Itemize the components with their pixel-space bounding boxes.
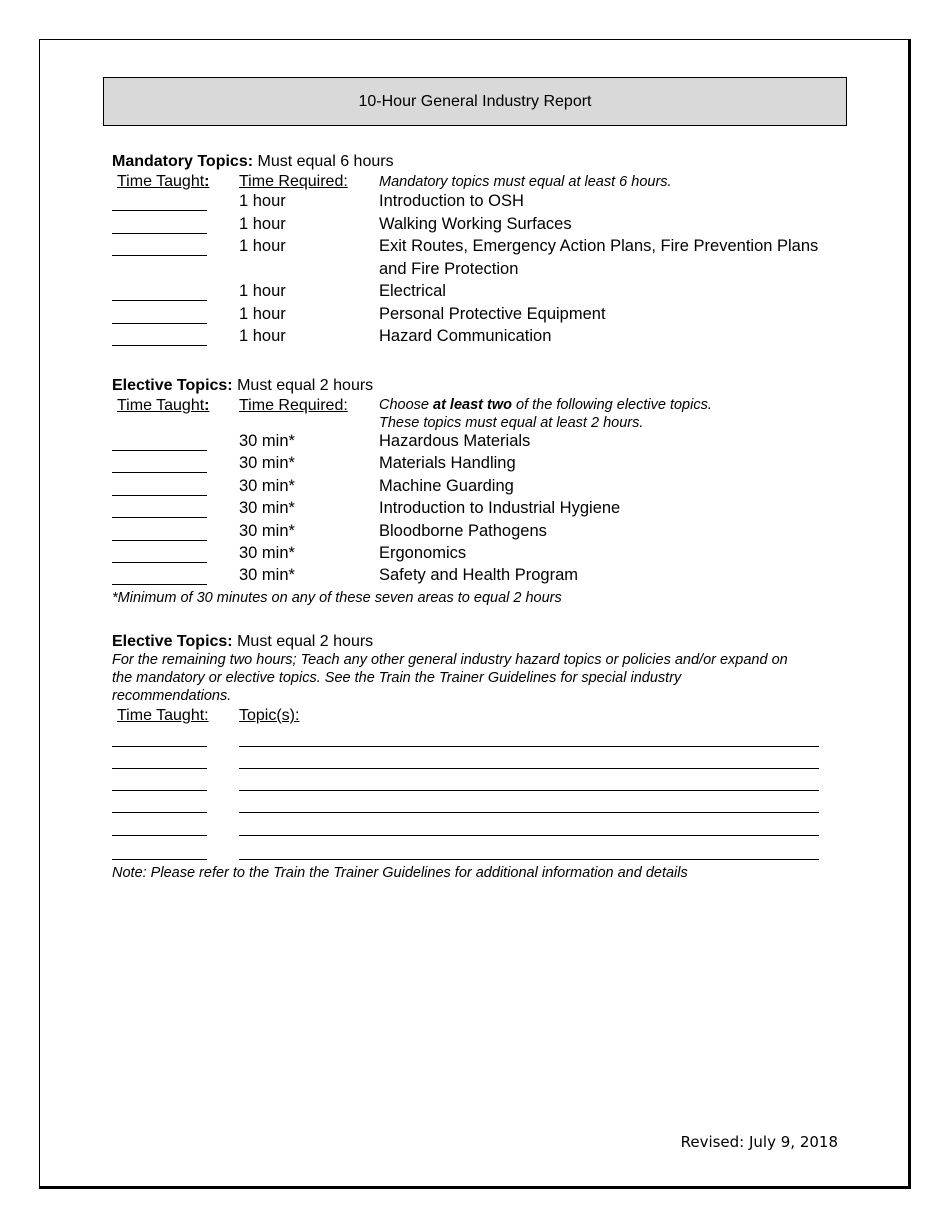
- elective1-time-taught-field-7[interactable]: [112, 584, 207, 585]
- elective2-time-taught-field-2[interactable]: [112, 768, 207, 769]
- elective2-col-time-taught: Time Taught:: [117, 707, 209, 724]
- elective1-row-5-time: 30 min*: [239, 522, 295, 540]
- guidelines-note: Note: Please refer to the Train the Trainer Guidelines for additional information and details: [112, 865, 688, 881]
- revised-date: Revised: July 9, 2018: [680, 1133, 838, 1151]
- mandatory-time-taught-field-3[interactable]: [112, 255, 207, 256]
- elective1-col-colon: :: [204, 397, 210, 414]
- report-title-box: [103, 77, 847, 126]
- mandatory-time-taught-field-6[interactable]: [112, 345, 207, 346]
- mandatory-time-taught-field-5[interactable]: [112, 323, 207, 324]
- elective1-time-taught-field-1[interactable]: [112, 450, 207, 451]
- elective1-row-3-time: 30 min*: [239, 477, 295, 495]
- elective1-heading-rest: Must equal 2 hours: [232, 377, 374, 394]
- mandatory-row-1-time: 1 hour: [239, 192, 286, 210]
- mandatory-heading: [112, 153, 394, 171]
- elective2-time-taught-field-5[interactable]: [112, 835, 207, 836]
- elective1-note: [379, 396, 712, 414]
- mandatory-row-5-topic: Personal Protective Equipment: [379, 305, 606, 323]
- elective2-time-taught-field-4[interactable]: [112, 812, 207, 813]
- elective2-topic-field-5[interactable]: [239, 835, 819, 836]
- mandatory-row-2-time: 1 hour: [239, 215, 286, 233]
- mandatory-time-taught-field-4[interactable]: [112, 300, 207, 301]
- elective1-row-7-topic: Safety and Health Program: [379, 566, 579, 584]
- elective1-row-4-time: 30 min*: [239, 499, 295, 517]
- elective1-col-time-taught-label: Time Taught: [117, 397, 205, 414]
- elective1-time-taught-field-6[interactable]: [112, 562, 207, 563]
- elective1-col-time-taught: [117, 397, 209, 415]
- mandatory-col-colon: :: [204, 173, 210, 190]
- elective2-col-topics: Topic(s):: [239, 707, 300, 724]
- elective1-time-taught-field-3[interactable]: [112, 495, 207, 496]
- elective2-time-taught-field-1[interactable]: [112, 746, 207, 747]
- mandatory-time-taught-field-1[interactable]: [112, 210, 207, 211]
- mandatory-row-5-time: 1 hour: [239, 305, 286, 323]
- elective2-time-taught-field-3[interactable]: [112, 790, 207, 791]
- elective1-note-bold: at least two: [433, 397, 512, 413]
- mandatory-time-taught-field-2[interactable]: [112, 233, 207, 234]
- mandatory-row-2-topic: Walking Working Surfaces: [379, 215, 572, 233]
- mandatory-col-time-taught-label: Time Taught: [117, 173, 205, 190]
- elective1-row-6-topic: Ergonomics: [379, 544, 467, 562]
- elective2-topic-field-3[interactable]: [239, 790, 819, 791]
- mandatory-col-time-taught: [117, 173, 209, 191]
- elective1-row-1-time: 30 min*: [239, 432, 295, 450]
- elective1-row-6-time: 30 min*: [239, 544, 295, 562]
- mandatory-row-3-topic: Exit Routes, Emergency Action Plans, Fire Prevention Plans: [379, 237, 819, 255]
- mandatory-heading-rest: Must equal 6 hours: [253, 153, 394, 170]
- elective2-time-taught-field-6[interactable]: [112, 859, 207, 860]
- elective2-paragraph-line-2: the mandatory or elective topics. See the Train the Trainer Guidelines for special industry: [112, 670, 682, 686]
- report-title: 10-Hour General Industry Report: [358, 92, 592, 110]
- elective1-col-time-required: Time Required:: [239, 397, 348, 414]
- elective1-row-4-topic: Introduction to Industrial Hygiene: [379, 499, 621, 517]
- elective1-row-5-topic: Bloodborne Pathogens: [379, 522, 547, 540]
- elective2-paragraph-line-3: recommendations.: [112, 688, 232, 704]
- elective1-note-post: of the following elective topics.: [511, 397, 712, 413]
- elective2-heading: [112, 633, 373, 651]
- elective1-row-2-topic: Materials Handling: [379, 454, 516, 472]
- elective1-row-1-topic: Hazardous Materials: [379, 432, 531, 450]
- mandatory-col-time-required: Time Required:: [239, 173, 348, 190]
- mandatory-heading-bold: Mandatory Topics:: [112, 153, 254, 170]
- mandatory-row-4-time: 1 hour: [239, 282, 286, 300]
- mandatory-row-6-time: 1 hour: [239, 327, 286, 345]
- mandatory-row-6-topic: Hazard Communication: [379, 327, 552, 345]
- elective2-topic-field-1[interactable]: [239, 746, 819, 747]
- elective2-topic-field-4[interactable]: [239, 812, 819, 813]
- elective1-time-taught-field-2[interactable]: [112, 472, 207, 473]
- elective1-row-7-time: 30 min*: [239, 566, 295, 584]
- elective1-row-3-topic: Machine Guarding: [379, 477, 514, 495]
- mandatory-row-3-topic-cont: and Fire Protection: [379, 260, 519, 278]
- elective1-footnote: *Minimum of 30 minutes on any of these seven areas to equal 2 hours: [112, 590, 562, 606]
- mandatory-note: Mandatory topics must equal at least 6 hours.: [379, 174, 672, 190]
- elective2-heading-bold: Elective Topics:: [112, 633, 233, 650]
- mandatory-row-1-topic: Introduction to OSH: [379, 192, 524, 210]
- elective2-topic-field-2[interactable]: [239, 768, 819, 769]
- mandatory-row-3-time: 1 hour: [239, 237, 286, 255]
- elective1-heading-bold: Elective Topics:: [112, 377, 233, 394]
- elective1-row-2-time: 30 min*: [239, 454, 295, 472]
- elective2-topic-field-6[interactable]: [239, 859, 819, 860]
- elective2-heading-rest: Must equal 2 hours: [232, 633, 374, 650]
- elective1-note-pre: Choose: [379, 397, 434, 413]
- elective1-heading: [112, 377, 373, 395]
- mandatory-row-4-topic: Electrical: [379, 282, 446, 300]
- elective1-time-taught-field-4[interactable]: [112, 517, 207, 518]
- elective2-paragraph-line-1: For the remaining two hours; Teach any other general industry hazard topics or policies and/or expand on: [112, 652, 788, 668]
- elective1-time-taught-field-5[interactable]: [112, 540, 207, 541]
- elective1-note-line2: These topics must equal at least 2 hours.: [379, 415, 644, 431]
